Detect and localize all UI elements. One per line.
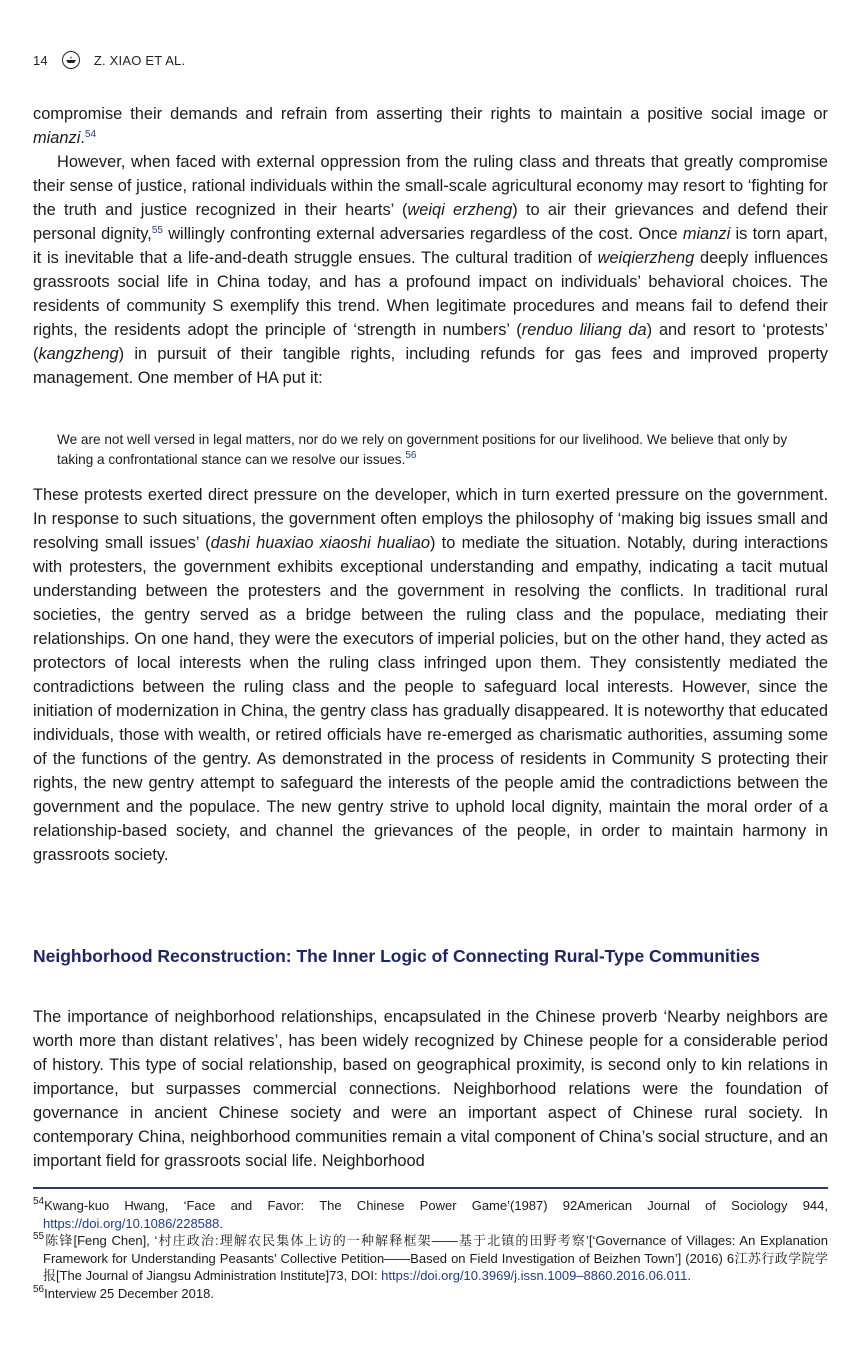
footnote-text: 陈锋[Feng Chen], ‘村庄政治:理解农民集体上访的一种解释框架——基于北镇的田野考察’[‘Governance of Villages: An Explanation Framework for Understanding Peasants’ Collective Petition——Based on Field Investigation of Beizhen Town’] (2016) 6江苏行政学院学报[The Journal of Jiangsu Administration Institute]73, DOI:: [43, 1233, 828, 1283]
paragraph-neighborhood: [33, 1005, 828, 1173]
paragraph-continuation: [33, 102, 828, 390]
paragraph-text: is torn apart, it is inevitable that a life-and-death struggle ensues. The cultural tradition of: [33, 225, 828, 267]
footnote-number: 55: [33, 1231, 45, 1242]
quote-text: We are not well versed in legal matters, nor do we rely on government positions for our livelihood. We believe that only by taking a confrontational stance can we resolve our issues.: [57, 432, 788, 467]
italic-term: dashi huaxiao xiaoshi hualiao: [210, 534, 430, 552]
italic-term: kangzheng: [38, 345, 119, 363]
lamp-logo-icon: [62, 51, 80, 69]
paragraph-text: ) to air their grievances and defend their personal dignity,: [33, 201, 828, 243]
footnote-text: .: [219, 1215, 223, 1231]
page-number: 14: [33, 52, 48, 68]
paragraph-text: However, when faced with external oppression from the ruling class and threats that greatly compromise their sense of justice, rational individuals within the small-scale agricultural economy may resort to ‘fighting for the truth and justice recognized in their hearts’ (: [33, 153, 828, 219]
footnote-ref-54[interactable]: 54: [84, 129, 97, 140]
italic-term: mianzi: [682, 225, 731, 243]
paragraph-text: .: [80, 129, 85, 147]
block-quote: [57, 430, 817, 470]
footnote-ref-55[interactable]: 55: [151, 225, 163, 236]
footnote-ref-56[interactable]: 56: [405, 450, 417, 461]
paragraph-text: The importance of neighborhood relationships, encapsulated in the Chinese proverb ‘Nearby neighbors are worth more than distant relatives’, has been widely recognized by Chinese people for a considerable period of history. This type of social relationship, based on geographical proximity, is second only to kin relations in importance, but surpasses commercial connections. Neighborhood relations were the foundation of governance in ancient Chinese society and were an important aspect of Chinese rural society. In contemporary China, neighborhood communities remain a vital component of China’s social structure, and an important field for grassroots social life. Neighborhood: [33, 1008, 828, 1170]
paragraph-text: ) to mediate the situation. Notably, during interactions with protesters, the government exhibits exceptional understanding and empathy, indicating a tacit mutual understanding between the protesters and the government in resolving the conflicts. In traditional rural societies, the gentry served as a bridge between the ruling class and the populace, mediating their relationships. On one hand, they were the executors of imperial policies, but on the other hand, they acted as protectors of local interests when the ruling class infringed upon them. They consistently mediated the contradictions between the ruling class and the people to safeguard local interests. However, since the initiation of modernization in China, the gentry class has gradually disappeared. It is noteworthy that educated individuals, those with wealth, or retired officials have re-emerged as charismatic authorities, assuming some of the functions of the gentry. As demonstrated in the process of residents in Community S protecting their rights, the new gentry attempt to safeguard the interests of the people amid the contradictions between the government and the populace. The new gentry strive to uphold local dignity, maintain the moral order of a relationship-based society, and channel the grievances of the people, in order to maintain harmony in grassroots society.: [33, 534, 828, 864]
italic-term: weiqierzheng: [597, 249, 695, 267]
paragraph-text: These protests exerted direct pressure on the developer, which in turn exerted pressure on the government. In response to such situations, the government often employs the philosophy of ‘making big issues small and resolving small issues’ (: [33, 486, 828, 552]
paragraph-gentry: [33, 483, 828, 867]
doi-link[interactable]: https://doi.org/10.1086/228588: [43, 1215, 220, 1231]
footnote-text: Interview 25 December 2018.: [44, 1285, 214, 1301]
paragraph-text: compromise their demands and refrain from asserting their rights to maintain a positive social image or: [33, 105, 828, 123]
italic-term: renduo liliang da: [521, 321, 647, 339]
paragraph-text: willingly confronting external adversaries regardless of the cost. Once: [162, 225, 683, 243]
running-head: [33, 51, 185, 69]
paragraph-text: ) and resort to ‘protests’ (: [33, 321, 828, 363]
footnote-55: [33, 1232, 828, 1285]
doi-link[interactable]: https://doi.org/10.3969/j.issn.1009–8860.2016.06.011: [381, 1268, 688, 1283]
footnote-number: 56: [33, 1283, 45, 1295]
footnote-divider: [33, 1187, 828, 1189]
paragraph-weiqi-erzheng: [33, 150, 828, 390]
section-heading: Neighborhood Reconstruction: The Inner Logic of Connecting Rural-Type Communities: [33, 946, 760, 966]
paragraph-text: deeply influences grassroots social life in China today, and has a profound impact on individuals’ behavioral choices. The residents of community S exemplify this trend. When legitimate procedures and means fail to defend their rights, the residents adopt the principle of ‘strength in numbers’ (: [33, 249, 828, 339]
footnote-text: .: [687, 1268, 692, 1283]
italic-term: mianzi: [33, 129, 81, 147]
footnote-56: [33, 1285, 828, 1303]
footnote-number: 54: [33, 1196, 45, 1207]
footnote-text: Kwang-kuo Hwang, ‘Face and Favor: The Chinese Power Game’(1987) 92American Journal of Sociology 944,: [44, 1198, 828, 1213]
running-head-authors: Z. XIAO ET AL.: [93, 52, 186, 68]
italic-term: weiqi erzheng: [407, 201, 513, 219]
footnotes: [33, 1197, 828, 1302]
footnote-54: [33, 1197, 828, 1232]
paragraph-text: ) in pursuit of their tangible rights, including refunds for gas fees and improved property management. One member of HA put it:: [33, 345, 828, 387]
